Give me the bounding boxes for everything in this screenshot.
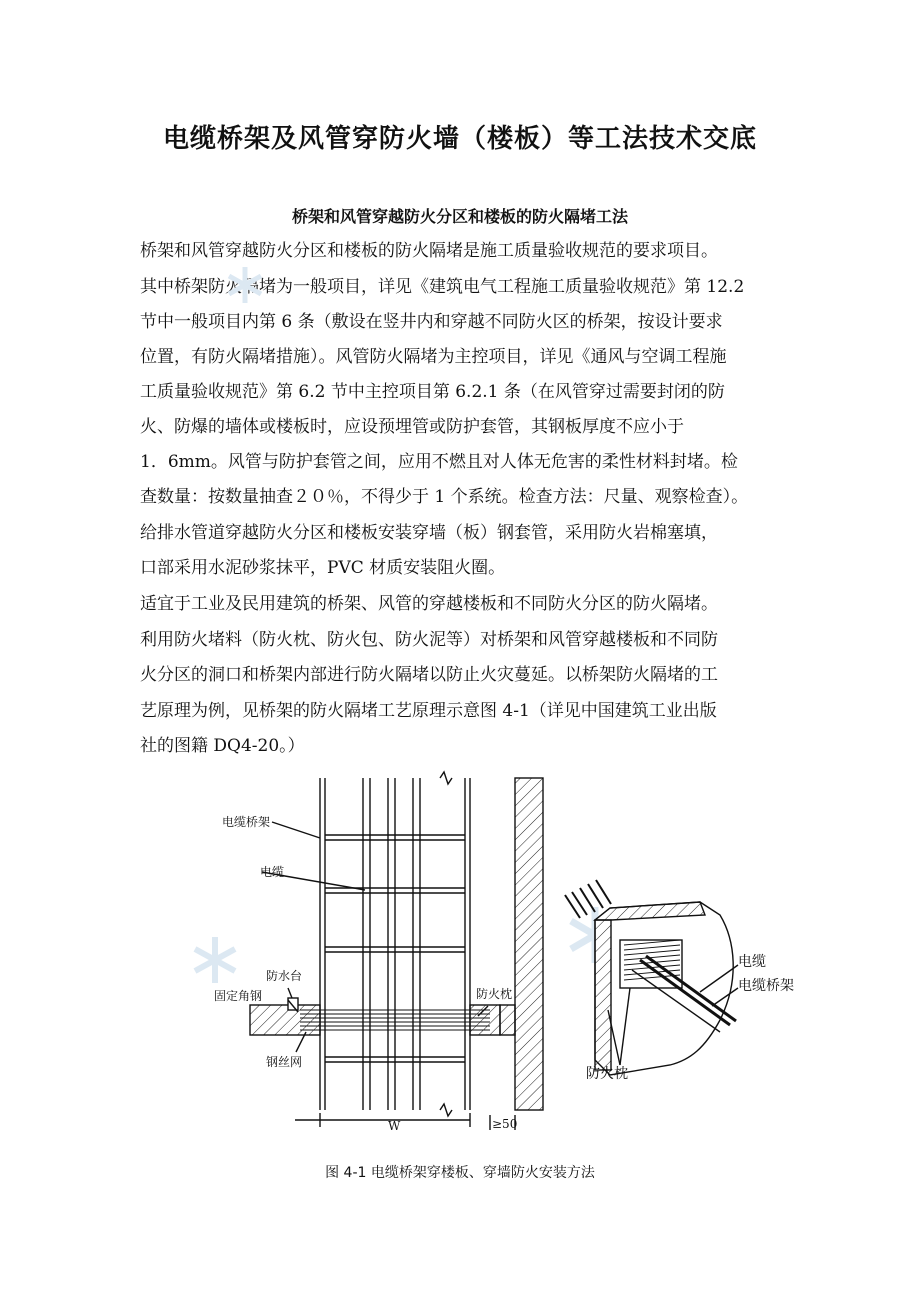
body-line: 节中一般项目内第 6 条（敷设在竖井内和穿越不同防火区的桥架，按设计要求	[140, 312, 723, 332]
body-line: 查数量：按数量抽查２０％，不得少于 1 个系统。检查方法：尺量、观察检查）。	[140, 487, 749, 507]
body-line: 社的图籍 DQ4-20。）	[140, 736, 305, 756]
body-line: 火、防爆的墙体或楼板时，应设预埋管或防护套管，其钢板厚度不应小于	[140, 417, 684, 437]
body-line: 桥架和风管穿越防火分区和楼板的防火隔堵是施工质量验收规范的要求项目。	[140, 241, 718, 261]
body-line: 位置，有防火隔堵措施）。风管防火隔堵为主控项目，详见《通风与空调工程施	[140, 347, 727, 367]
body-line: 工质量验收规范》第 6.2 节中主控项目第 6.2.1 条（在风管穿过需要封闭的防	[140, 382, 725, 402]
wall-penetration-isometric	[565, 880, 738, 1075]
label-dimension-50: ≥50	[492, 1117, 518, 1131]
figure-caption: 图 4-1 电缆桥架穿楼板、穿墙防火安装方法	[325, 1165, 595, 1181]
body-line: 其中桥架防火隔堵为一般项目，详见《建筑电气工程施工质量验收规范》第 12.2	[140, 277, 745, 297]
label-cable-tray-right: 电缆桥架	[738, 978, 794, 994]
vertical-tray-section	[250, 772, 543, 1130]
label-cable-right: 电缆	[738, 954, 766, 970]
body-line: 口部采用水泥砂浆抹平，PVC 材质安装阻火圈。	[140, 558, 506, 578]
body-line: 给排水管道穿越防火分区和楼板安装穿墙（板）钢套管，采用防火岩棉塞填，	[140, 523, 718, 543]
fire-stop-diagram	[200, 770, 820, 1150]
label-fire-pillow-right: 防火枕	[586, 1066, 628, 1082]
snowflake-watermark-icon	[225, 265, 265, 305]
section-heading: 桥架和风管穿越防火分区和楼板的防火隔堵工法	[291, 207, 628, 226]
body-line: 火分区的洞口和桥架内部进行防火隔堵以防止火灾蔓延。以桥架防火隔堵的工	[140, 665, 718, 685]
label-cable: 电缆	[260, 865, 285, 879]
label-fire-pillow-left: 防火枕	[476, 987, 513, 1001]
label-width-w: W	[388, 1119, 401, 1133]
body-line: 1．6mm。风管与防护套管之间，应用不燃且对人体无危害的柔性材料封堵。检	[140, 452, 738, 472]
document-title: 电缆桥架及风管穿防火墙（楼板）等工法技术交底	[162, 124, 757, 154]
label-water-stop: 防水台	[266, 969, 303, 983]
body-line: 利用防火堵料（防火枕、防火包、防火泥等）对桥架和风管穿越楼板和不同防	[140, 630, 718, 650]
body-line: 艺原理为例，见桥架的防火隔堵工艺原理示意图 4-1（详见中国建筑工业出版	[140, 701, 717, 721]
label-cable-tray: 电缆桥架	[222, 815, 271, 829]
label-wire-mesh: 钢丝网	[266, 1055, 303, 1069]
body-line: 适宜于工业及民用建筑的桥架、风管的穿越楼板和不同防火分区的防火隔堵。	[140, 594, 718, 614]
label-angle-steel: 固定角钢	[214, 989, 263, 1003]
